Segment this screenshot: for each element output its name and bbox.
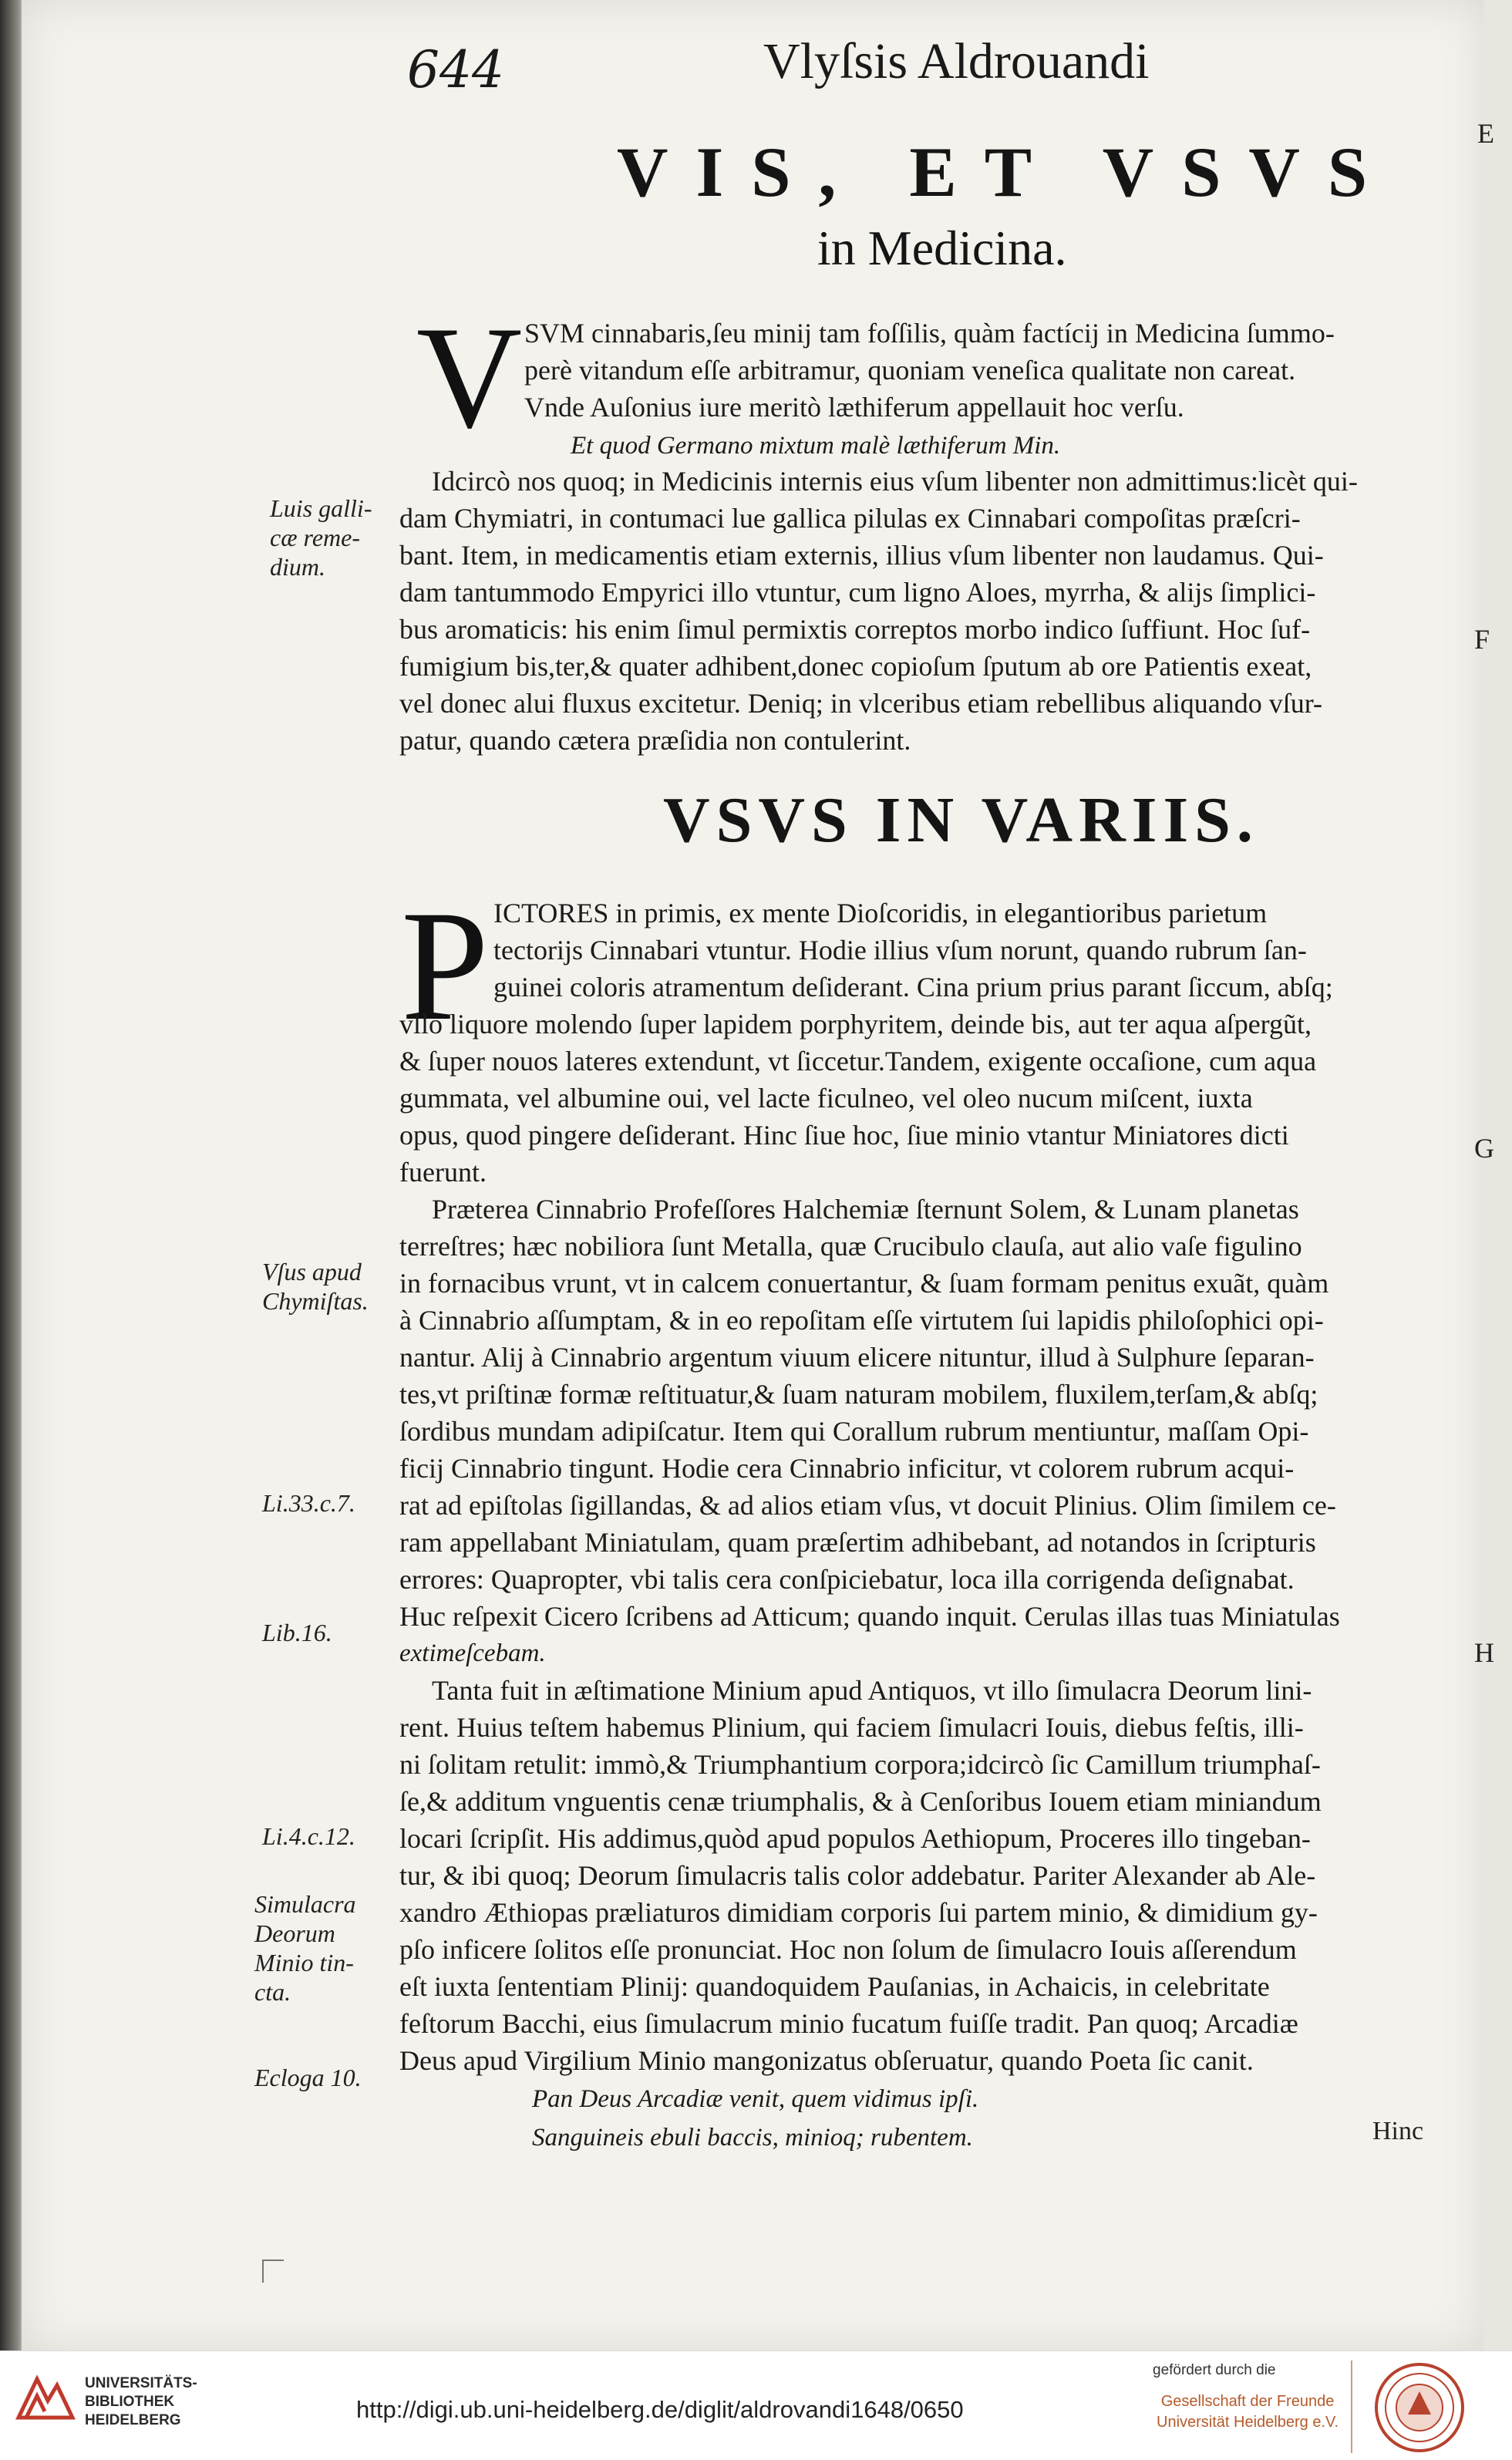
society-name[interactable]: Gesellschaft der Freunde Universität Heidelberg e.V. — [1157, 2393, 1339, 2431]
text-line: in fornacibus vrunt, vt in calcem conuertantur, & ſuam formam penitus exuãt, quàm — [399, 1268, 1329, 1299]
text-line: ſordibus mundam adipiſcatur. Item qui Corallum rubrum mentiuntur, maſſam Opi- — [399, 1416, 1309, 1447]
text-line: ram appellabant Miniatulam, quam præſertim adhibebant, ad notandos in ſcripturis — [399, 1527, 1316, 1558]
drop-cap-v: V — [416, 297, 523, 459]
text-line: guinei coloris atramentum deſiderant. Cina prium prius parant ſiccum, abſq; — [493, 972, 1333, 1003]
page-number: 644 — [407, 40, 504, 99]
text-line: nantur. Alij à Cinnabrio argentum viuum elicere nituntur, illud à Sulphure ſeparan- — [399, 1342, 1315, 1373]
text-line: xandro Æthiopas præliaturos dimidiam corporis ſui partem minio, & dimidium gy- — [399, 1897, 1318, 1928]
text-line: ICTORES in primis, ex mente Dioſcoridis, in elegantioribus parietum — [493, 898, 1268, 928]
margin-note-lib16: Lib.16. — [262, 1619, 332, 1646]
subtitle-in-medicina: in Medicina. — [817, 221, 1067, 275]
edge-letter-g: G — [1474, 1133, 1494, 1164]
footer-bar — [0, 2350, 1512, 2460]
text-line: eſt iuxta ſententiam Plinij: quandoquidem Pauſanias, in Achaicis, in celebritate — [399, 1971, 1270, 2002]
text-line: vllo liquore molendo ſuper lapidem porphyritem, deinde bis, aut ter aqua aſpergũt, — [399, 1009, 1312, 1040]
drop-cap-p: P — [401, 878, 490, 1053]
text-line: rent. Huius teſtem habemus Plinium, qui faciem ſimulacri Iouis, diebus feſtis, illi- — [399, 1712, 1304, 1743]
text-line: tectorijs Cinnabari vtuntur. Hodie illius vſum norunt, quando rubrum ſan- — [493, 935, 1307, 965]
text-line: Huc reſpexit Cicero ſcribens ad Atticum; quando inquit. Cerulas illas tuas Miniatulas — [399, 1601, 1340, 1632]
permalink-url[interactable]: http://digi.ub.uni-heidelberg.de/diglit/aldrovandi1648/0650 — [356, 2396, 964, 2423]
text-line: tes,vt priſtinæ formæ reſtituatur,& ſuam naturam mobilem, fluxilem,terſam,& abſq; — [399, 1379, 1318, 1410]
university-library-logo-icon[interactable] — [14, 2371, 77, 2435]
text-line: Deus apud Virgilium Minio mangonizatus obſeruatur, quando Poeta ſic canit. — [399, 2045, 1254, 2076]
edge-letter-h: H — [1474, 1637, 1494, 1668]
funded-by-label: gefördert durch die — [1153, 2362, 1276, 2378]
text-line: extimeſcebam. — [399, 1639, 546, 1667]
edge-letter-e: E — [1477, 118, 1494, 149]
text-line: pſo inficere ſolitos eſſe pronunciat. Hoc non ſolum de ſimulacro Iouis aſſerendum — [399, 1934, 1297, 1965]
verse-line: Et quod Germano mixtum malè læthiferum Min. — [571, 432, 1061, 460]
margin-note-li33: Li.33.c.7. — [262, 1489, 355, 1517]
text-line: vel donec alui fluxus excitetur. Deniq; in vlceribus etiam rebellibus aliquando vſur- — [399, 688, 1322, 719]
margin-note-ecloga: Ecloga 10. — [254, 2064, 362, 2091]
margin-note-simulacra: Simulacra Deorum Minio tin- cta. — [254, 1890, 356, 2006]
text-line: dam tantummodo Empyrici illo vtuntur, cum ligno Aloes, myrrha, & alijs ſimplici- — [399, 577, 1316, 608]
text-line: rat ad epiſtolas ſigillandas, & ad alios etiam vſus, vt docuit Plinius. Olim ſimilem ce- — [399, 1490, 1336, 1521]
text-line: feſtorum Bacchi, eius ſimulacrum minio fucatum fuiſſe tradit. Pan quoq; Arcadiæ — [399, 2008, 1298, 2039]
text-line: ni ſolitam retulit: immò,& Triumphantium corpora;idcircò ſic Camillum triumphaſ- — [399, 1749, 1321, 1780]
text-line: bus aromaticis: his enim ſimul permixtis correptos morbo indico ſuffiunt. Hoc ſuf- — [399, 614, 1311, 645]
text-line: tur, & ibi quoq; Deorum ſimulacris talis color addebatur. Pariter Alexander ab Ale- — [399, 1860, 1316, 1891]
text-line: locari ſcripſit. His addimus,quòd apud populos Aethiopum, Proceres illo tingeban- — [399, 1823, 1311, 1854]
text-line: Præterea Cinnabrio Profeſſores Halchemiæ ſternunt Solem, & Lunam planetas — [432, 1194, 1299, 1225]
footer-divider — [1351, 2361, 1352, 2453]
margin-note-luis: Luis galli- cæ reme- dium. — [270, 494, 372, 581]
verse-line: Pan Deus Arcadiæ venit, quem vidimus ipſi. — [532, 2085, 979, 2113]
text-line: SVM cinnabaris,ſeu minij tam foſſilis, quàm factícij in Medicina ſummo- — [524, 318, 1335, 349]
margin-note-vsus: Vſus apud Chymiſtas. — [262, 1258, 369, 1315]
title-vis-et-vsvs: VIS, ET VSVS — [617, 133, 1396, 211]
verse-line: Sanguineis ebuli baccis, minioq; rubentem. — [532, 2124, 973, 2152]
text-line: opus, quod pingere deſiderant. Hinc ſiue hoc, ſiue minio vtantur Miniatores dicti — [399, 1120, 1289, 1151]
running-head: Vlyſsis Aldrouandi — [763, 33, 1150, 89]
university-seal-icon[interactable] — [1372, 2361, 1467, 2455]
text-line: & ſuper nouos lateres extendunt, vt ſiccetur.Tandem, exigente occaſione, cum aqua — [399, 1046, 1317, 1077]
text-line: à Cinnabrio aſſumptam, & in eo repoſitam eſſe virtutem ſui lapidis philoſophici opi- — [399, 1305, 1324, 1336]
text-line: Vnde Auſonius iure meritò læthiferum appellauit hoc verſu. — [524, 392, 1184, 423]
corner-mark — [262, 2259, 284, 2283]
section-title-vsvs-in-variis: VSVS IN VARIIS. — [663, 784, 1259, 856]
text-line: dam Chymiatri, in contumaci lue gallica pilulas ex Cinnabari compoſitas præſcri- — [399, 503, 1301, 534]
catchword: Hinc — [1372, 2117, 1424, 2145]
text-line: ſe,& additum vnguentis cenæ triumphalis, & à Cenſoribus Iouem etiam miniandum — [399, 1786, 1322, 1817]
text-line: perè vitandum eſſe arbitramur, quoniam veneſica qualitate non careat. — [524, 355, 1296, 386]
text-line: ficij Cinnabrio tingunt. Hodie cera Cinnabrio inficitur, vt colorem rubrum acqui- — [399, 1453, 1295, 1484]
university-library-name: UNIVERSITÄTS- BIBLIOTHEK HEIDELBERG — [85, 2375, 197, 2428]
text-line: patur, quando cætera præſidia non contulerint. — [399, 725, 911, 756]
text-line: terreſtres; hæc nobiliora ſunt Metalla, quæ Crucibulo clauſa, aut alio vaſe figulino — [399, 1231, 1302, 1262]
text-line: gummata, vel albumine oui, vel lacte ficulneo, vel oleo nucum miſcent, iuxta — [399, 1083, 1253, 1114]
margin-note-li4: Li.4.c.12. — [262, 1822, 355, 1850]
text-line: fumigium bis,ter,& quater adhibent,donec copioſum ſputum ab ore Patientis exeat, — [399, 651, 1312, 682]
edge-letter-f: F — [1474, 624, 1490, 655]
text-line: Idcircò nos quoq; in Medicinis internis eius vſum libenter non admittimus:licèt qui- — [432, 466, 1358, 497]
text-line: bant. Item, in medicamentis etiam externis, illius vſum libenter non laudamus. Qui- — [399, 540, 1324, 571]
text-line: fuerunt. — [399, 1157, 487, 1188]
text-line: errores: Quapropter, vbi talis cera conſpiciebatur, loca illa corrigenda deſignabat. — [399, 1564, 1295, 1595]
text-line: Tanta fuit in æſtimatione Minium apud Antiquos, vt illo ſimulacra Deorum lini- — [432, 1675, 1312, 1706]
